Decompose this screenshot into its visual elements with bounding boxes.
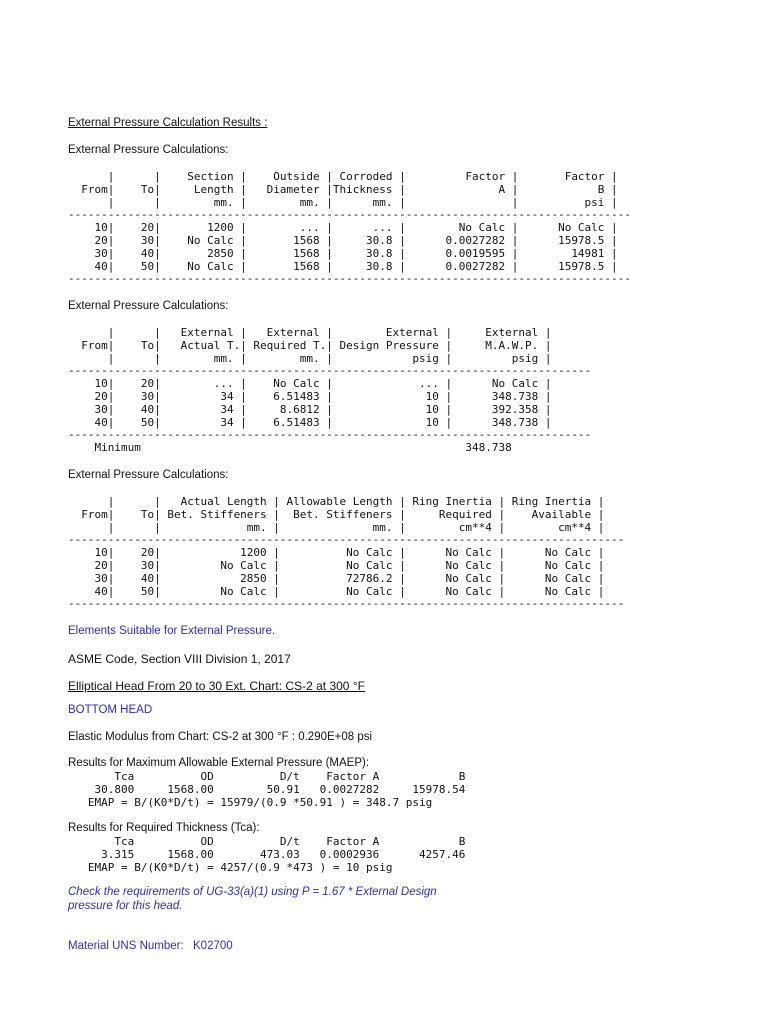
table-factors: | | Section | Outside | Corroded | Factor | Factor | From| To| Length | Diameter |Thickness | A | B | | | mm. | mm. | mm. | | psi | ------------------------------------------------------------------------------------- 10| 20| 1200 | ... | ... | No Calc | No Calc | 20| 30| No Calc | 1568 | 30.8 | 0.0027282 | 15978.5 | 30| 40| 2850 | 1568 | 30.8 | 0.0019595 | 14981 | 40| 50| No Calc | 1568 | 30.8 | 0.0027282 | 15978.5 | ------------------------------------------------------------------------------------- <box>68 170 631 286</box>
maep-header-row: Tca OD D/t Factor A B <box>68 770 466 783</box>
results-title: External Pressure Calculation Results : <box>68 117 268 129</box>
elastic-modulus: Elastic Modulus from Chart: CS-2 at 300 °F : 0.290E+08 psi <box>68 731 373 743</box>
tca-title: Results for Required Thickness (Tca): <box>68 822 260 834</box>
maep-formula: EMAP = B/(K0*D/t) = 15979/(0.9 *50.91 ) = 348.7 psig <box>68 796 433 809</box>
maep-title: Results for Maximum Allowable External Pressure (MAEP): <box>68 757 370 769</box>
tca-header-row: Tca OD D/t Factor A B <box>68 835 466 848</box>
head-title: Elliptical Head From 20 to 30 Ext. Chart: CS-2 at 300 °F <box>68 679 365 693</box>
check-note-line2: pressure for this head. <box>68 900 183 912</box>
section-title-1: External Pressure Calculations: <box>68 144 229 156</box>
material-value: K02700 <box>193 940 233 952</box>
section-title-2: External Pressure Calculations: <box>68 300 229 312</box>
check-note-line1: Check the requirements of UG-33(a)(1) using P = 1.67 * External Design <box>68 886 437 898</box>
suitable-note: Elements Suitable for External Pressure. <box>68 625 276 637</box>
tca-values-row: 3.315 1568.00 473.03 0.0002936 4257.46 <box>68 848 466 861</box>
section-title-3: External Pressure Calculations: <box>68 469 229 481</box>
material-label: Material UNS Number: <box>68 940 184 952</box>
code-reference: ASME Code, Section VIII Division 1, 2017 <box>68 652 291 666</box>
tca-formula: EMAP = B/(K0*D/t) = 4257/(0.9 *473 ) = 10 psig <box>68 861 393 874</box>
maep-values-row: 30.800 1568.00 50.91 0.0027282 15978.54 <box>68 783 466 796</box>
table-stiffeners: | | Actual Length | Allowable Length | Ring Inertia | Ring Inertia | From| To| Bet. Stiffeners | Bet. Stiffeners | Required | Available | | | mm. | mm. | cm**4 | cm**4 | ------------------------------------------------------------------------------------ 10| 20| 1200 | No Calc | No Calc | No Calc | 20| 30| No Calc | No Calc | No Calc | No Calc | 30| 40| 2850 | 72786.2 | No Calc | No Calc | 40| 50| No Calc | No Calc | No Calc | No Calc | ------------------------------------------------------------------------------------ <box>68 495 625 611</box>
table-pressures: | | External | External | External | External | From| To| Actual T.| Required T.| Design Pressure | M.A.W.P. | | | mm. | mm. | psig | psig | ------------------------------------------------------------------------------- 10| 20| ... | No Calc | ... | No Calc | 20| 30| 34 | 6.51483 | 10 | 348.738 | 30| 40| 34 | 8.6812 | 10 | 392.358 | 40| 50| 34 | 6.51483 | 10 | 348.738 | ------------------------------------------------------------------------------- Minimum 348.738 <box>68 326 592 455</box>
bottom-head-label: BOTTOM HEAD <box>68 704 153 716</box>
